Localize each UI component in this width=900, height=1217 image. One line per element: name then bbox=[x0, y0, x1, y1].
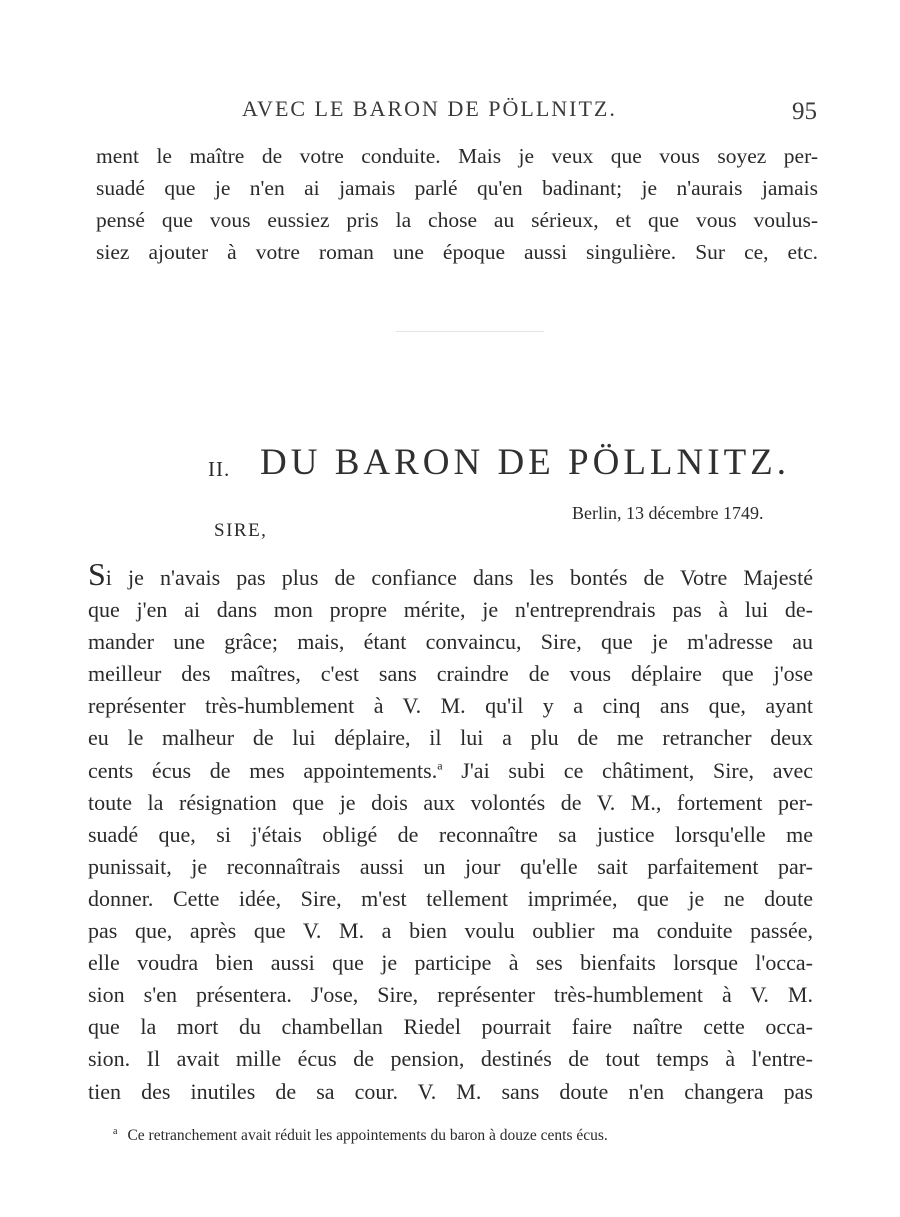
dateline: Berlin, 13 décembre 1749. bbox=[572, 503, 764, 523]
text-segment: cents écus de mes appointements. bbox=[88, 757, 438, 783]
text-line: suadé que je n'en ai jamais parlé qu'en badinant; je n'aurais jamais bbox=[96, 176, 818, 200]
section-divider bbox=[396, 331, 544, 332]
letter-body bbox=[88, 556, 813, 1108]
text-line: représenter très-humblement à V. M. qu'il y a cinq ans que, ayant bbox=[88, 693, 813, 719]
text-line: sion s'en présentera. J'ose, Sire, représenter très-humblement à V. M. bbox=[88, 982, 813, 1008]
text-line: suadé que, si j'étais obligé de reconnaître sa justice lorsqu'elle me bbox=[88, 821, 813, 847]
text-line: pas que, après que V. M. a bien voulu oublier ma conduite passée, bbox=[88, 918, 813, 944]
text-line: sion. Il avait mille écus de pension, destinés de tout temps à l'entre- bbox=[88, 1046, 813, 1072]
letter-title: DU BARON DE PÖLLNITZ. bbox=[260, 442, 791, 483]
footnote-text: Ce retranchement avait réduit les appointements du baron à douze cents écus. bbox=[127, 1127, 608, 1145]
footnote bbox=[113, 1126, 608, 1145]
text-line: toute la résignation que je dois aux volontés de V. M., fortement per- bbox=[88, 789, 813, 815]
text-line: meilleur des maîtres, c'est sans craindre de vous déplaire que j'ose bbox=[88, 661, 813, 687]
text-line: que j'en ai dans mon propre mérite, je n'entreprendrais pas à lui de- bbox=[88, 597, 813, 623]
running-head: AVEC LE BARON DE PÖLLNITZ. bbox=[242, 96, 617, 121]
text-line-first bbox=[88, 556, 813, 594]
letter-number: II. bbox=[208, 457, 231, 481]
text-line: siez ajouter à votre roman une époque aussi singulière. Sur ce, etc. bbox=[96, 240, 818, 264]
previous-letter-ending bbox=[96, 140, 818, 268]
footnote-mark: a bbox=[113, 1126, 118, 1137]
text-line: que la mort du chambellan Riedel pourrait faire naître cette occa- bbox=[88, 1014, 813, 1040]
text-line: donner. Cette idée, Sire, m'est tellement imprimée, que je ne doute bbox=[88, 885, 813, 911]
text-line-with-footnote-ref bbox=[88, 755, 813, 787]
footnote-reference[interactable]: a bbox=[437, 758, 443, 773]
drop-cap: S bbox=[88, 556, 106, 592]
text-line: eu le malheur de lui déplaire, il lui a plu de me retrancher deux bbox=[88, 725, 813, 751]
text-line: ment le maître de votre conduite. Mais je veux que vous soyez per- bbox=[96, 144, 818, 168]
text-line: punissait, je reconnaîtrais aussi un jour qu'elle sait parfaitement par- bbox=[88, 853, 813, 879]
page-number: 95 bbox=[792, 98, 817, 125]
text-line: pensé que vous eussiez pris la chose au sérieux, et que vous voulus- bbox=[96, 208, 818, 232]
text-line: mander une grâce; mais, étant convaincu, Sire, que je m'adresse au bbox=[88, 629, 813, 655]
salutation: SIRE, bbox=[214, 520, 268, 541]
first-line-text: i je n'avais pas plus de confiance dans les bontés de Votre Majesté bbox=[105, 565, 813, 590]
text-line: tien des inutiles de sa cour. V. M. sans doute n'en changera pas bbox=[88, 1078, 813, 1104]
text-line: elle voudra bien aussi que je participe à ses bienfaits lorsque l'occa- bbox=[88, 950, 813, 976]
text-segment: J'ai subi ce châtiment, Sire, avec bbox=[442, 757, 813, 783]
